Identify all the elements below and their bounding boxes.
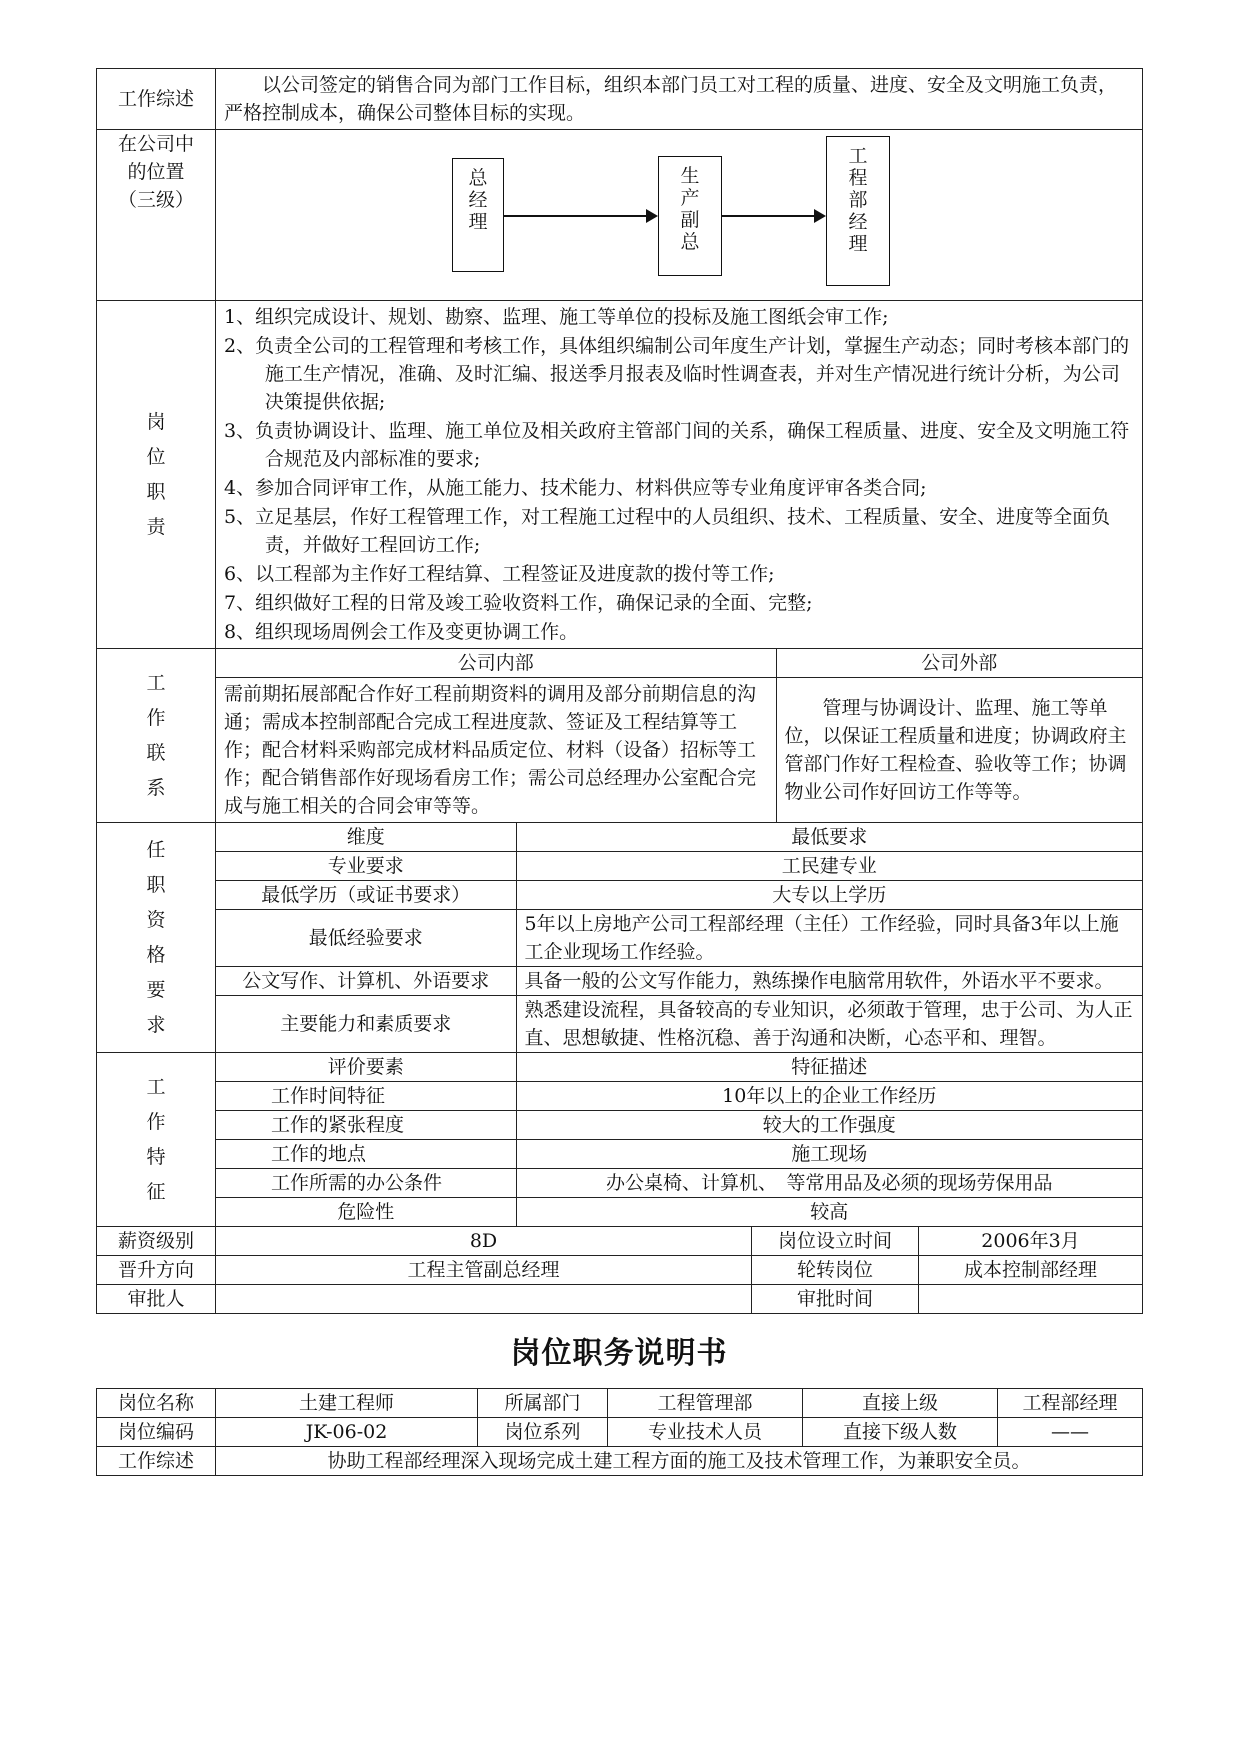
qualification-key: 主要能力和素质要求 xyxy=(216,996,516,1053)
qualification-row-item xyxy=(216,852,1142,881)
qualification-row-item xyxy=(216,910,1142,967)
qualification-label-char: 求 xyxy=(146,1013,166,1036)
direct-superior-value: 工程部经理 xyxy=(998,1389,1143,1418)
org-chart xyxy=(216,130,1142,300)
promotion-value: 工程主管副总经理 xyxy=(216,1256,752,1285)
qualification-value: 工民建专业 xyxy=(516,852,1142,881)
contact-internal-header: 公司内部 xyxy=(216,649,776,678)
summary-text-2: 协助工程部经理深入现场完成土建工程方面的施工及技术管理工作，为兼职安全员。 xyxy=(216,1447,1143,1476)
feature-value: 办公桌椅、计算机、 等常用品及必须的现场劳保用品 xyxy=(516,1169,1142,1198)
post-code-value: JK-06-02 xyxy=(216,1418,478,1447)
org-arrow-2 xyxy=(722,215,824,217)
rotation-value: 成本控制部经理 xyxy=(919,1256,1143,1285)
qualification-key: 最低学历（或证书要求） xyxy=(216,881,516,910)
direct-superior-label: 直接上级 xyxy=(803,1389,998,1418)
feature-label-char: 征 xyxy=(146,1180,166,1203)
duty-item: 4、参加合同评审工作，从施工能力、技术能力、材料供应等专业角度评审各类合同; xyxy=(224,477,927,499)
position-label-line-1: 在公司中 xyxy=(117,133,194,155)
feature-key: 工作所需的办公条件 xyxy=(216,1169,516,1198)
qualification-cell xyxy=(216,823,1143,1053)
duties-label-char: 责 xyxy=(146,515,166,538)
duty-item: 8、组织现场周例会工作及变更协调工作。 xyxy=(224,621,579,643)
feature-label-char: 工 xyxy=(146,1075,166,1098)
feature-key: 工作的紧张程度 xyxy=(216,1111,516,1140)
org-box-char: 经 xyxy=(468,189,488,211)
org-chart-cell xyxy=(216,130,1143,301)
org-box-engineering-manager xyxy=(826,136,890,286)
org-box-general-manager-label xyxy=(453,167,503,233)
contact-label xyxy=(97,649,216,823)
duties-label-char: 职 xyxy=(146,480,166,503)
position-label xyxy=(97,130,216,301)
qualification-key: 公文写作、计算机、外语要求 xyxy=(216,967,516,996)
org-box-engineering-manager-label xyxy=(827,145,889,255)
post-code-label: 岗位编码 xyxy=(97,1418,216,1447)
org-box-vp-production xyxy=(658,156,722,276)
approval-row xyxy=(97,1285,1143,1314)
contact-table xyxy=(216,649,1142,822)
qualification-label-char: 要 xyxy=(146,978,166,1001)
feature-key: 工作时间特征 xyxy=(216,1082,516,1111)
contact-label-char: 作 xyxy=(146,706,166,729)
feature-value: 较高 xyxy=(516,1198,1142,1227)
approve-time-value xyxy=(919,1285,1143,1314)
feature-key: 危险性 xyxy=(216,1198,516,1227)
position-row xyxy=(97,130,1143,301)
feature-value: 10年以上的企业工作经历 xyxy=(516,1082,1142,1111)
qualification-row-item xyxy=(216,881,1142,910)
qualification-row-item xyxy=(216,967,1142,996)
rotation-label: 轮转岗位 xyxy=(752,1256,919,1285)
setup-time-label: 岗位设立时间 xyxy=(752,1227,919,1256)
duties-list xyxy=(216,301,1143,649)
post-name-label: 岗位名称 xyxy=(97,1389,216,1418)
feature-row xyxy=(97,1053,1143,1227)
duty-item: 3、负责协调设计、监理、施工单位及相关政府主管部门间的关系，确保工程质量、进度、安全及文明施工符合规范及内部标准的要求; xyxy=(224,420,1130,470)
org-box-vp-production-label xyxy=(659,165,721,253)
basic-info-row-2 xyxy=(97,1418,1143,1447)
contact-cell xyxy=(216,649,1143,823)
contact-external-text: 管理与协调设计、监理、施工等单位，以保证工程质量和进度；协调政府主管部门作好工程检查、验收等工作；协调物业公司作好回访工作等等。 xyxy=(776,678,1142,823)
org-box-char: 副 xyxy=(680,209,700,231)
org-box-char: 生 xyxy=(680,165,700,187)
feature-cell xyxy=(216,1053,1143,1227)
org-box-char: 部 xyxy=(848,189,868,211)
summary-text: 以公司签定的销售合同为部门工作目标，组织本部门员工对工程的质量、进度、安全及文明施工负责，严格控制成本，确保公司整体目标的实现。 xyxy=(216,69,1143,130)
page xyxy=(96,68,1142,1476)
org-arrow-1 xyxy=(504,215,656,217)
post-series-label: 岗位系列 xyxy=(478,1418,608,1447)
salary-label: 薪资级别 xyxy=(97,1227,216,1256)
duty-item: 1、组织完成设计、规划、勘察、监理、施工等单位的投标及施工图纸会审工作; xyxy=(224,306,889,328)
duty-item: 7、组织做好工程的日常及竣工验收资料工作，确保记录的全面、完整; xyxy=(224,592,813,614)
feature-header-description: 特征描述 xyxy=(516,1053,1142,1082)
feature-label xyxy=(97,1053,216,1227)
duty-item: 5、立足基层，作好工程管理工作，对工程施工过程中的人员组织、技术、工程质量、安全、进度等全面负责，并做好工程回访工作; xyxy=(224,506,1111,556)
qualification-key: 专业要求 xyxy=(216,852,516,881)
feature-value: 较大的工作强度 xyxy=(516,1111,1142,1140)
qualification-key: 最低经验要求 xyxy=(216,910,516,967)
duty-item: 2、负责全公司的工程管理和考核工作，具体组织编制公司年度生产计划，掌握生产动态；同时考核本部门的施工生产情况，准确、及时汇编、报送季月报表及临时性调查表，并对生产情况进行统计分析，为公司决策提供依据; xyxy=(224,335,1130,413)
promotion-row xyxy=(97,1256,1143,1285)
qualification-label-char: 职 xyxy=(146,873,166,896)
approve-time-label: 审批时间 xyxy=(752,1285,919,1314)
summary-row-2 xyxy=(97,1447,1143,1476)
feature-row-item xyxy=(216,1198,1142,1227)
feature-value: 施工现场 xyxy=(516,1140,1142,1169)
department-value: 工程管理部 xyxy=(608,1389,803,1418)
duties-label-char: 位 xyxy=(146,445,166,468)
qualification-value: 具备一般的公文写作能力，熟练操作电脑常用软件，外语水平不要求。 xyxy=(516,967,1142,996)
salary-value: 8D xyxy=(216,1227,752,1256)
qualification-row-item xyxy=(216,996,1142,1053)
contact-label-char: 工 xyxy=(146,671,166,694)
contact-label-char: 联 xyxy=(146,741,166,764)
qualification-row xyxy=(97,823,1143,1053)
org-box-char: 工 xyxy=(848,145,868,167)
contact-internal-text: 需前期拓展部配合作好工程前期资料的调用及部分前期信息的沟通；需成本控制部配合完成工程进度款、签证及工程结算等工作；配合材料采购部完成材料品质定位、材料（设备）招标等工作；配合销售部作好现场看房工作；需公司总经理办公室配合完成与施工相关的合同会审等等。 xyxy=(216,678,776,823)
approver-label: 审批人 xyxy=(97,1285,216,1314)
feature-header-factor: 评价要素 xyxy=(216,1053,516,1082)
post-name-value: 土建工程师 xyxy=(216,1389,478,1418)
approver-value xyxy=(216,1285,752,1314)
org-box-char: 理 xyxy=(848,233,868,255)
feature-row-item xyxy=(216,1169,1142,1198)
post-series-value: 专业技术人员 xyxy=(608,1418,803,1447)
subordinate-count-value: —— xyxy=(998,1418,1143,1447)
qualification-value: 大专以上学历 xyxy=(516,881,1142,910)
org-box-char: 产 xyxy=(680,187,700,209)
feature-key: 工作的地点 xyxy=(216,1140,516,1169)
feature-table xyxy=(216,1053,1142,1226)
feature-label-char: 作 xyxy=(146,1110,166,1133)
subordinate-count-label: 直接下级人数 xyxy=(803,1418,998,1447)
summary-label-2: 工作综述 xyxy=(97,1447,216,1476)
org-box-char: 总 xyxy=(680,231,700,253)
summary-label: 工作综述 xyxy=(97,69,216,130)
qualification-label xyxy=(97,823,216,1053)
qualification-value: 5年以上房地产公司工程部经理（主任）工作经验，同时具备3年以上施工企业现场工作经验。 xyxy=(516,910,1142,967)
feature-row-item xyxy=(216,1140,1142,1169)
contact-external-header: 公司外部 xyxy=(776,649,1142,678)
contact-label-char: 系 xyxy=(146,776,166,799)
qualification-label-char: 格 xyxy=(146,943,166,966)
duties-row xyxy=(97,301,1143,649)
org-box-char: 经 xyxy=(848,211,868,233)
qualification-value: 熟悉建设流程，具备较高的专业知识，必须敢于管理，忠于公司、为人正直、思想敏捷、性格沉稳、善于沟通和决断，心态平和、理智。 xyxy=(516,996,1142,1053)
contact-row xyxy=(97,649,1143,823)
basic-info-row-1 xyxy=(97,1389,1143,1418)
org-box-char: 理 xyxy=(468,211,488,233)
job-description-table-1 xyxy=(96,68,1143,1314)
org-box-general-manager xyxy=(452,158,504,272)
feature-row-item xyxy=(216,1082,1142,1111)
summary-row xyxy=(97,69,1143,130)
qualification-header-requirement: 最低要求 xyxy=(516,823,1142,852)
duties-label xyxy=(97,301,216,649)
qualification-table xyxy=(216,823,1142,1052)
job-description-table-2 xyxy=(96,1388,1143,1476)
qualification-label-char: 资 xyxy=(146,908,166,931)
department-label: 所属部门 xyxy=(478,1389,608,1418)
qualification-header-dimension: 维度 xyxy=(216,823,516,852)
duty-item: 6、以工程部为主作好工程结算、工程签证及进度款的拨付等工作; xyxy=(224,563,775,585)
document-title: 岗位职务说明书 xyxy=(510,1336,728,1371)
salary-row xyxy=(97,1227,1143,1256)
feature-label-char: 特 xyxy=(146,1145,166,1168)
feature-row-item xyxy=(216,1111,1142,1140)
duties-label-char: 岗 xyxy=(146,410,166,433)
org-box-char: 程 xyxy=(848,167,868,189)
setup-time-value: 2006年3月 xyxy=(919,1227,1143,1256)
position-label-line-3: （三级） xyxy=(117,189,194,211)
promotion-label: 晋升方向 xyxy=(97,1256,216,1285)
org-box-char: 总 xyxy=(468,167,488,189)
qualification-label-char: 任 xyxy=(146,838,166,861)
position-label-line-2: 的位置 xyxy=(127,161,185,183)
